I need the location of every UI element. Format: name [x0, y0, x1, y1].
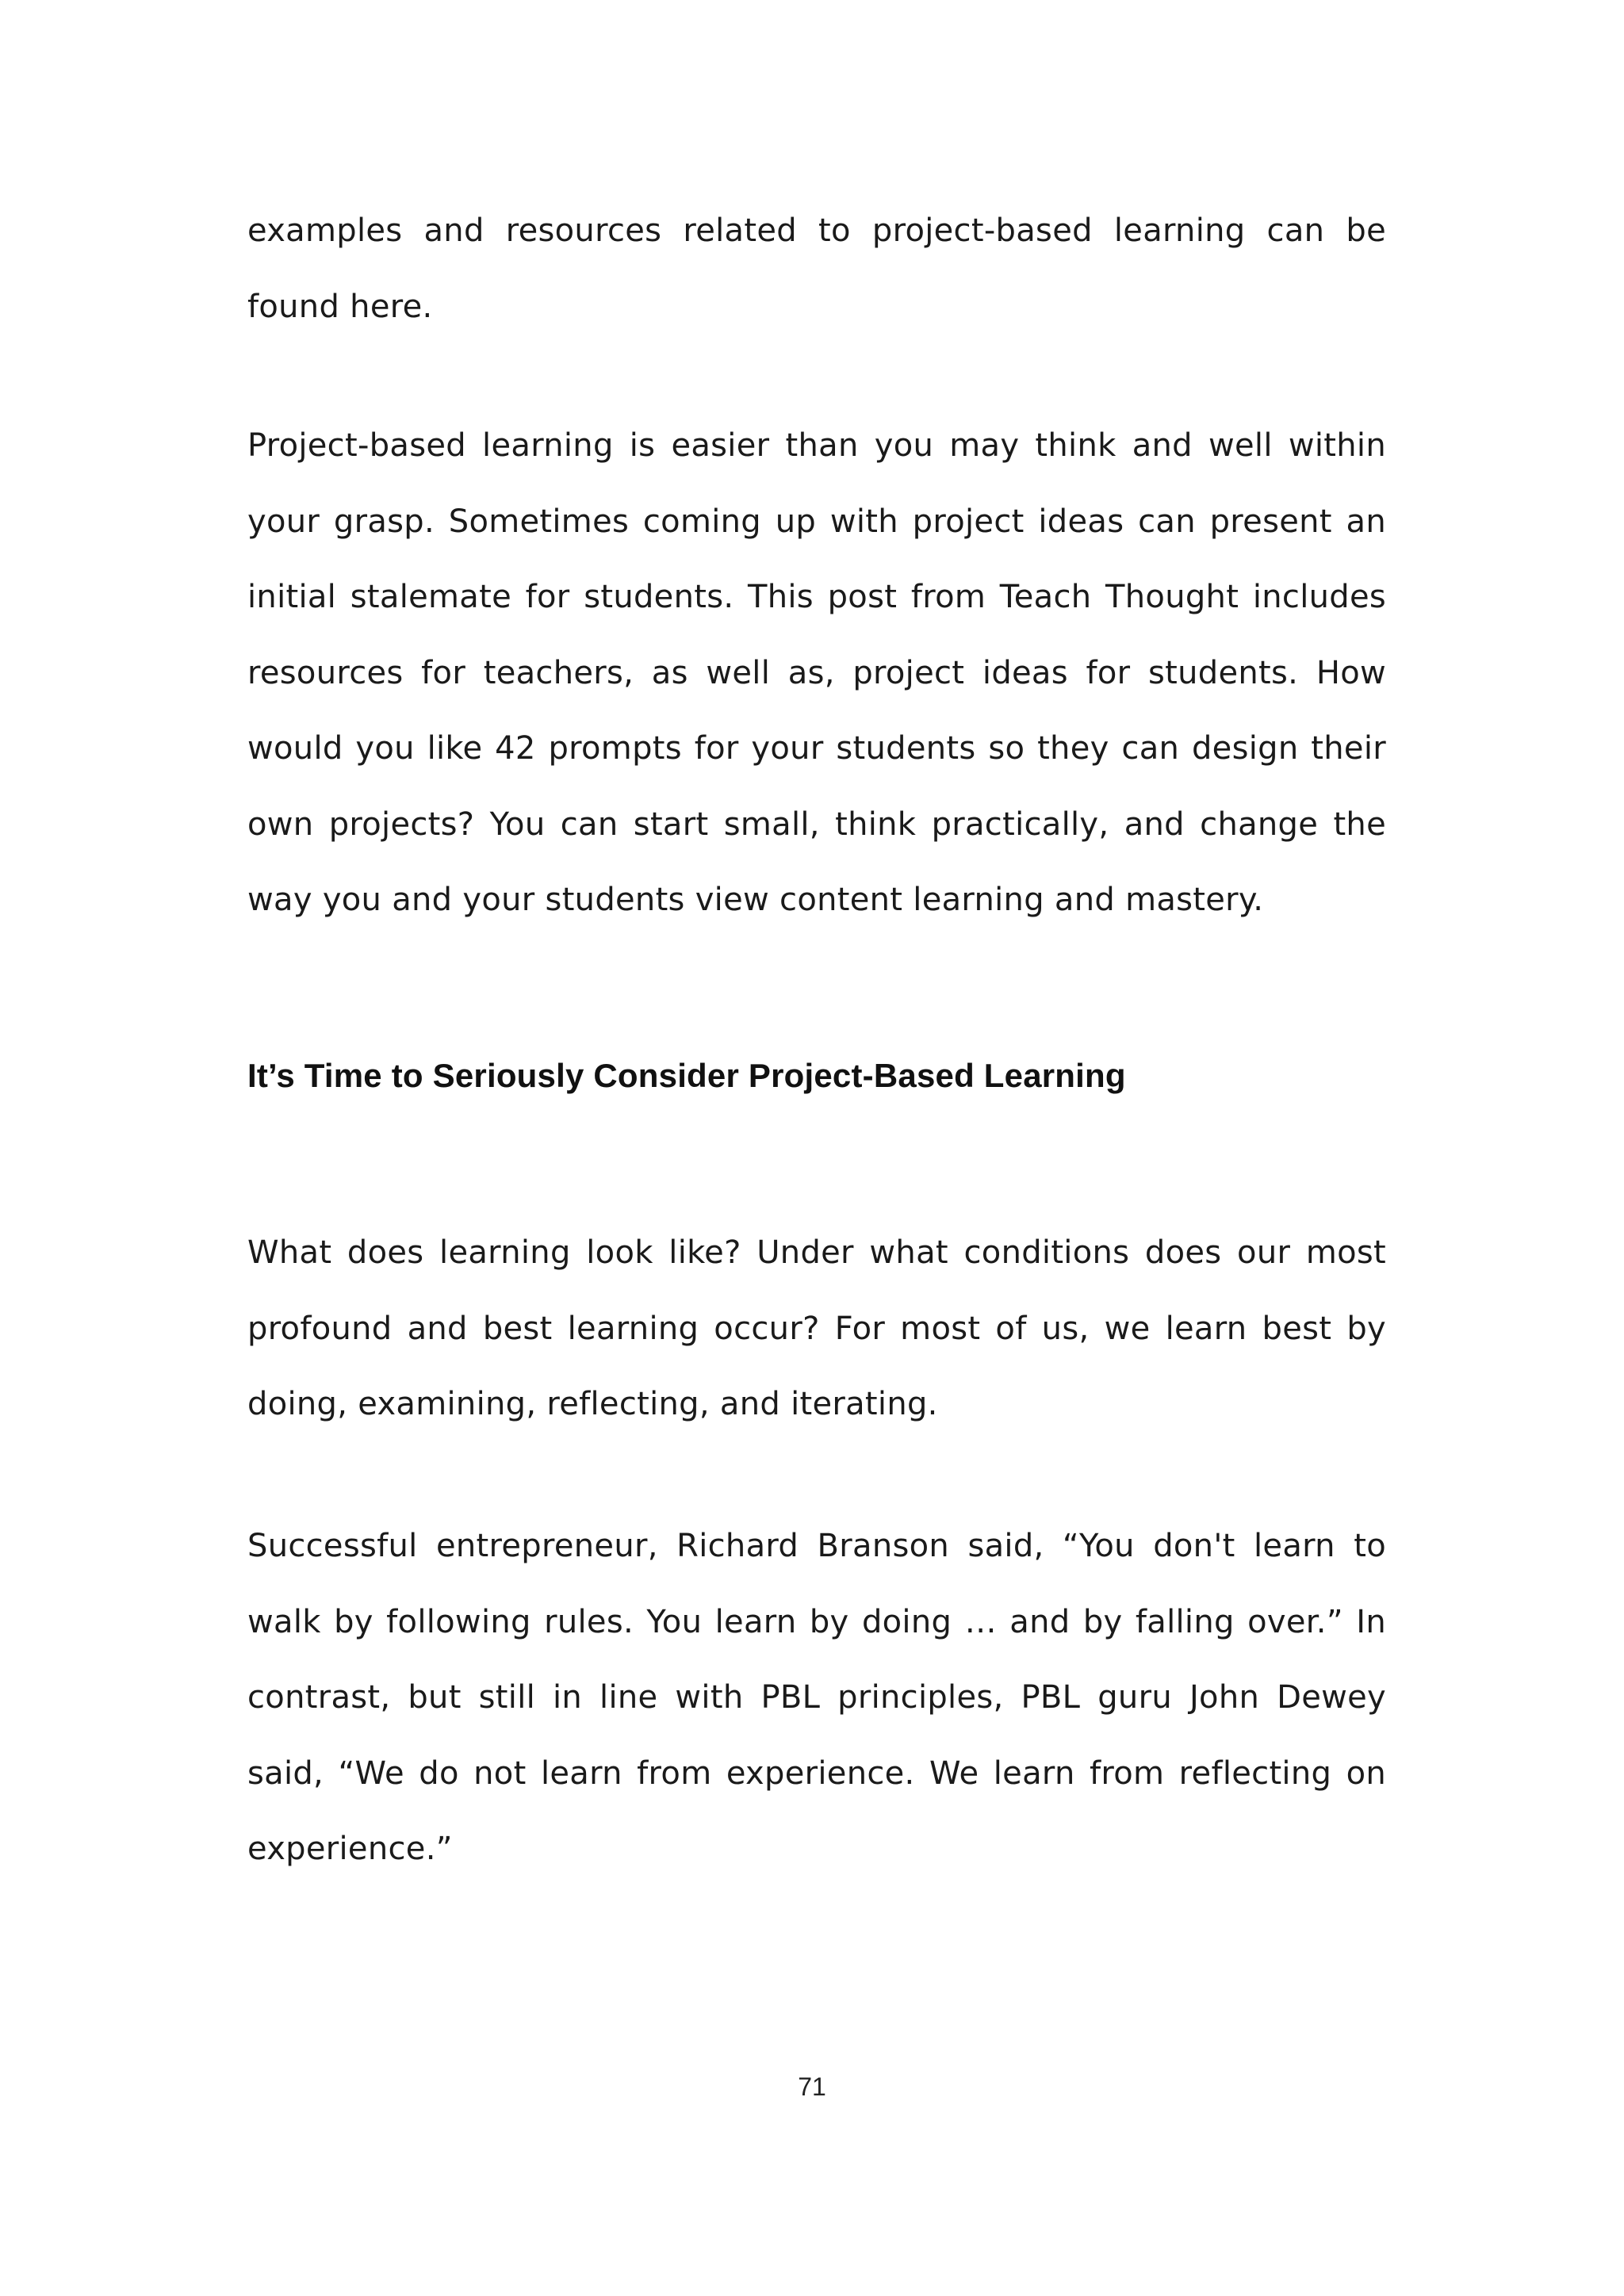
paragraph-what-does-learning-look-like: What does learning look like? Under what conditions does our most profound and best learning occur? For most of us, we learn best by doing, examining, reflecting, and iterating.: [247, 1234, 1386, 1422]
paragraph-intro-continuation: examples and resources related to project-based learning can be found here.: [247, 212, 1386, 325]
paragraph-project-based-easier: Project-based learning is easier than you may think and well within your grasp. Sometimes coming up with project ideas can present an initial stalemate for students. This post from Teach Thought includes resources for teachers, as well as, project ideas for students. How would you like 42 prompts for your students so they can design their own projects? You can start small, think practically, and change the way you and your students view content learning and mastery.: [247, 427, 1386, 918]
paragraph-branson-dewey-quotes: Successful entrepreneur, Richard Branson said, “You don't learn to walk by following rules. You learn by doing … and by falling over.” In contrast, but still in line with PBL principles, PBL guru John Dewey said, “We do not learn from experience. We learn from reflecting on experience.”: [247, 1528, 1386, 1867]
page-number: 71: [798, 2072, 826, 2101]
section-heading: It’s Time to Seriously Consider Project-Based Learning: [247, 1057, 1126, 1094]
